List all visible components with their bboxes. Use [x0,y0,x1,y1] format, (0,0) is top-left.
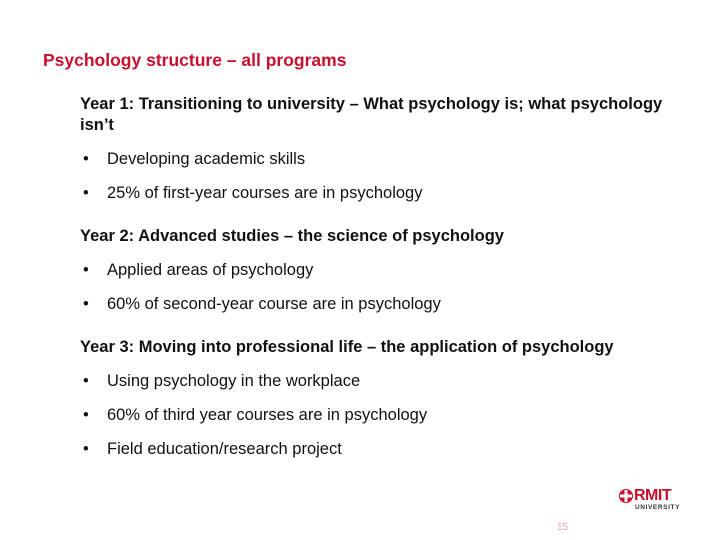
bullet-text: Field education/research project [107,440,342,458]
bullet-text: 60% of third year courses are in psychology [107,406,428,424]
section-year-3 [80,337,690,460]
bullet-text: 60% of second-year course are in psychology [107,295,441,313]
bullet-item [80,149,690,170]
bullet-text: Using psychology in the workplace [107,372,361,390]
section-heading: Year 3: Moving into professional life – the application of psychology [80,338,614,356]
rmit-logo [618,486,688,516]
section-year-1 [80,94,690,204]
bullet-glyph: • [83,406,89,424]
bullet-glyph: • [83,261,89,279]
bullet-item [80,439,690,460]
bullet-text: Applied areas of psychology [107,261,314,279]
bullet-text: 25% of first-year courses are in psychology [107,184,423,202]
slide-content [80,94,690,460]
bullet-text: Developing academic skills [107,150,306,168]
bullet-glyph: • [83,184,89,202]
bullet-glyph: • [83,295,89,313]
section-year-2 [80,226,690,315]
bullet-item [80,405,690,426]
rmit-mark-icon [618,488,634,504]
bullet-item [80,371,690,392]
bullet-glyph: • [83,440,89,458]
bullet-item [80,183,690,204]
bullet-list [80,371,690,460]
logo-wordmark: RMIT [634,487,672,504]
bullet-list [80,260,690,315]
section-heading: Year 2: Advanced studies – the science of psychology [80,227,504,245]
bullet-glyph: • [83,150,89,168]
bullet-item [80,260,690,281]
bullet-item [80,294,690,315]
logo-subtitle: UNIVERSITY [635,504,681,511]
section-heading: Year 1: Transitioning to university – What psychology is; what psychology isn’t [80,95,663,134]
page-number: 15 [557,522,569,533]
bullet-glyph: • [83,372,89,390]
slide-title: Psychology structure – all programs [43,50,347,70]
bullet-list [80,149,690,204]
